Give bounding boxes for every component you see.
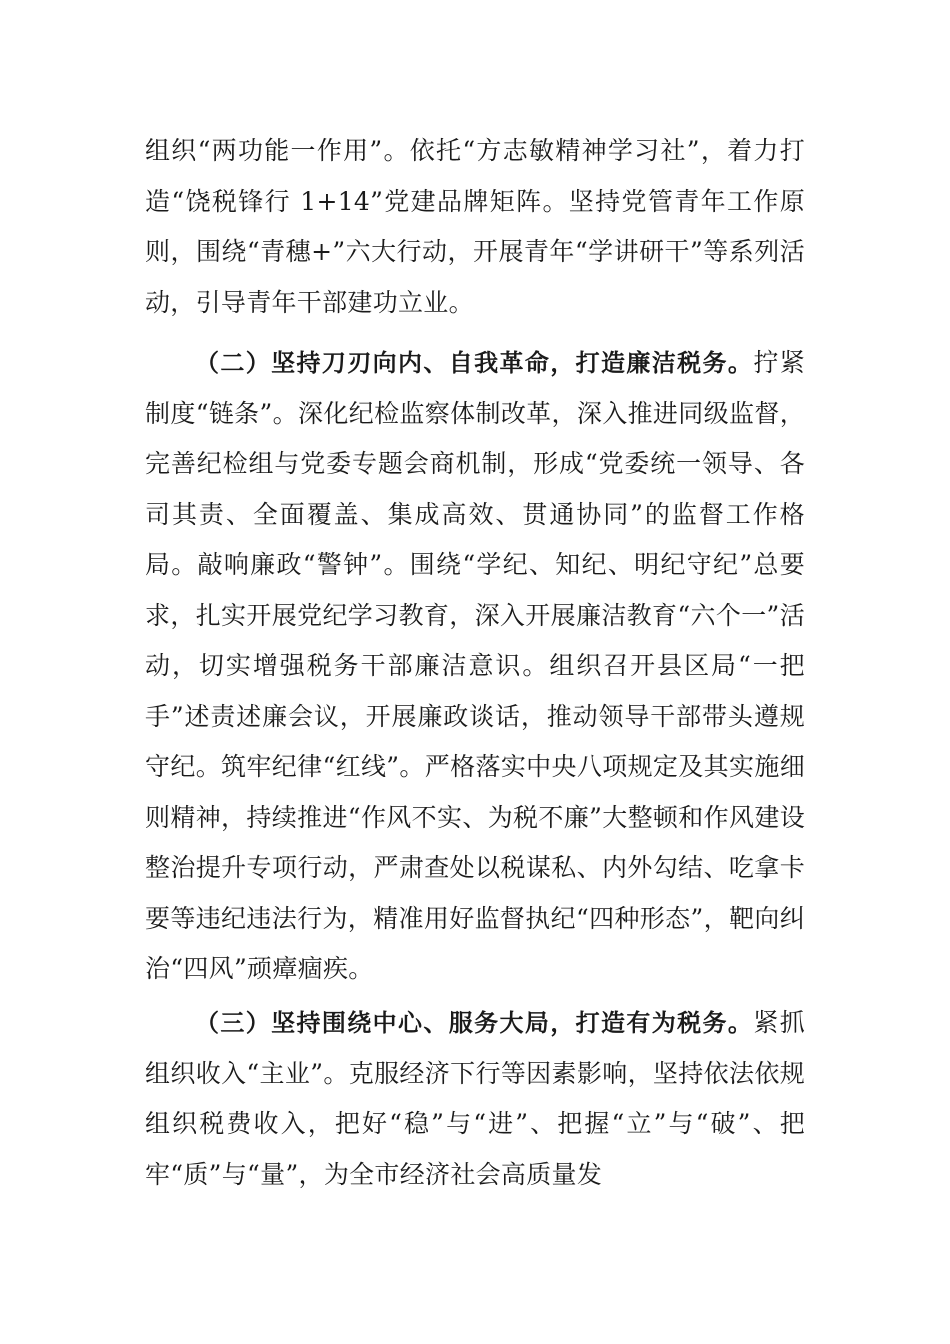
section-3-body: 紧抓组织收入“主业”。克服经济下行等因素影响，坚持依法依规组织税费收入，把好“稳”与“进”、把握“立”与“破”、把牢“质”与“量”，为全市经济社会高质量发 (145, 1008, 805, 1189)
section-3 (145, 998, 805, 1200)
paragraph-1-text: 组织“两功能一作用”。依托“方志敏精神学习社”，着力打造“饶税锋行 1+14”党建品牌矩阵。坚持党管青年工作原则，围绕“青穗+”六大行动，开展青年“学讲研干”等系列活动，引导青年干部建功立业。 (145, 136, 805, 317)
section-2-heading: （二）坚持刀刃向内、自我革命，打造廉洁税务。 (195, 349, 754, 377)
section-3-paragraph (145, 998, 805, 1200)
paragraph-continued (145, 126, 805, 328)
section-2-paragraph (145, 338, 805, 995)
section-2-body: 拧紧制度“链条”。深化纪检监察体制改革，深入推进同级监督，完善纪检组与党委专题会商机制，形成“党委统一领导、各司其责、全面覆盖、集成高效、贯通协同”的监督工作格局。敲响廉政“警钟”。围绕“学纪、知纪、明纪守纪”总要求，扎实开展党纪学习教育，深入开展廉洁教育“六个一”活动，切实增强税务干部廉洁意识。组织召开县区局“一把手”述责述廉会议，开展廉政谈话，推动领导干部带头遵规守纪。筑牢纪律“红线”。严格落实中央八项规定及其实施细则精神，持续推进“作风不实、为税不廉”大整顿和作风建设整治提升专项行动，严肃查处以税谋私、内外勾结、吃拿卡要等违纪违法行为，精准用好监督执纪“四种形态”，靶向纠治“四风”顽瘴痼疾。 (145, 348, 805, 983)
section-3-heading: （三）坚持围绕中心、服务大局，打造有为税务。 (195, 1009, 754, 1037)
section-2 (145, 338, 805, 995)
